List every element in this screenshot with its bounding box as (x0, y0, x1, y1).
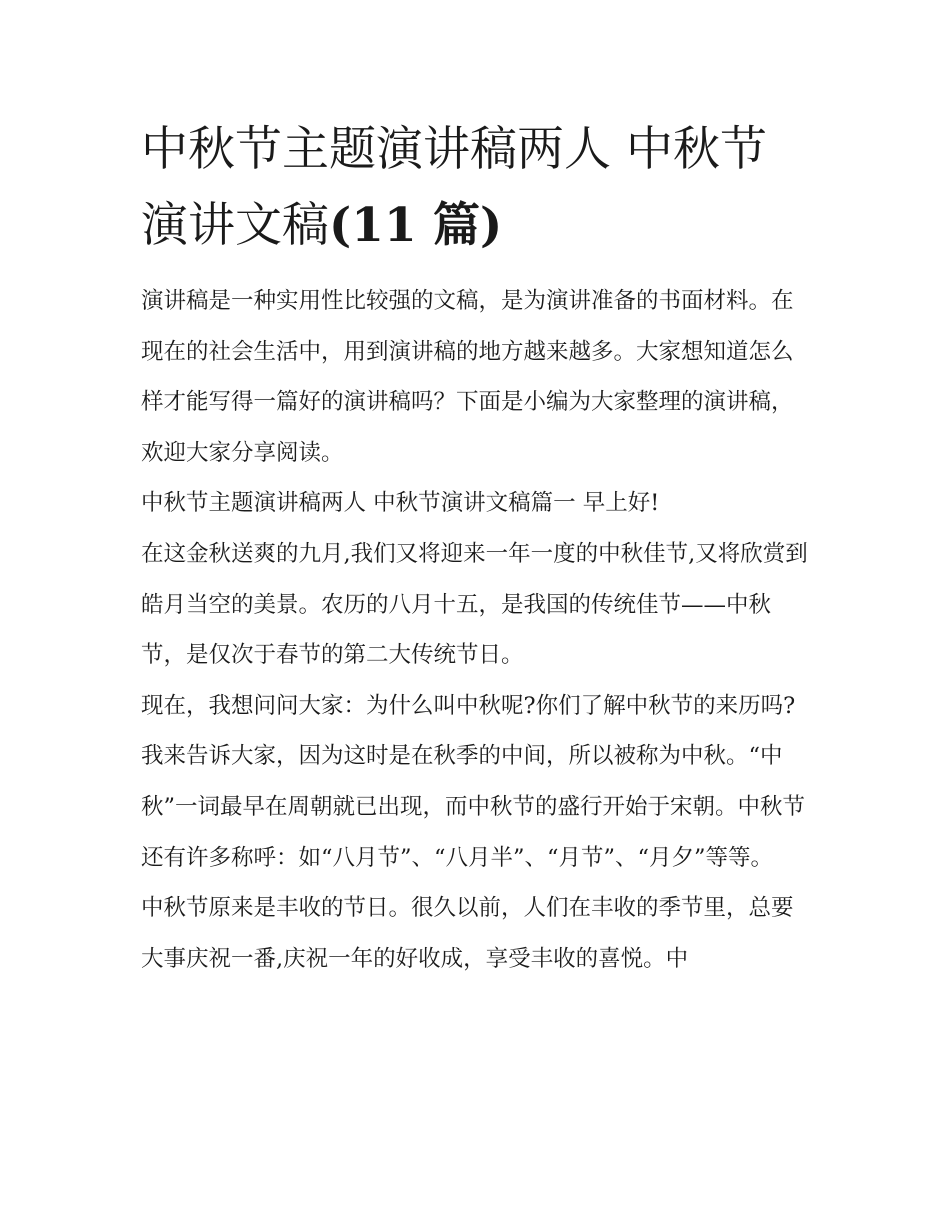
paragraph: 我来告诉大家，因为这时是在秋季的中间，所以被称为中秋。“中秋”一词最早在周朝就已出现，而中秋节的盛行开始于宋朝。中秋节还有许多称呼：如“八月节”、“八月半”、“月节”、“月夕”等等。 (141, 743, 806, 871)
document-body (141, 276, 813, 984)
paragraph: 现在，我想问问大家：为什么叫中秋呢?你们了解中秋节的来历吗? (141, 692, 796, 719)
paragraph-heading: 中秋节主题演讲稿两人 中秋节演讲文稿篇一 早上好! (141, 490, 660, 517)
paragraph-intro: 演讲稿是一种实用性比较强的文稿，是为演讲准备的书面材料。在现在的社会生活中，用到演讲稿的地方越来越多。大家想知道怎么样才能写得一篇好的演讲稿吗？下面是小编为大家整理的演讲稿，欢迎大家分享阅读。 (141, 288, 794, 466)
document-page (141, 112, 813, 984)
title-count: (11 篇) (329, 198, 503, 253)
title-text: 中秋节主题演讲稿两人 中秋节演讲文稿 (141, 122, 767, 253)
document-title (141, 112, 813, 264)
paragraph: 在这金秋送爽的九月,我们又将迎来一年一度的中秋佳节,又将欣赏到皓月当空的美景。农历的八月十五，是我国的传统佳节——中秋节，是仅次于春节的第二大传统节日。 (141, 540, 808, 669)
paragraph: 中秋节原来是丰收的节日。很久以前，人们在丰收的季节里，总要大事庆祝一番,庆祝一年的好收成，享受丰收的喜悦。中 (141, 895, 794, 972)
